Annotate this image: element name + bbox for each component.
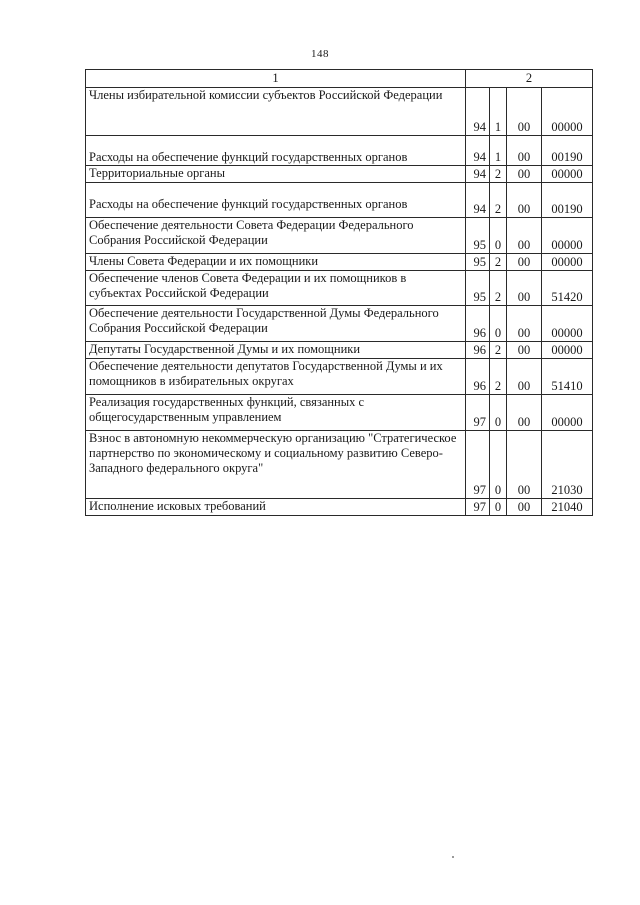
row-name: Обеспечение деятельности Государственной Думы Федерального Собрания Российской Федерации bbox=[86, 306, 466, 342]
header-column-1: 1 bbox=[86, 70, 466, 88]
row-code-main-activity: 00 bbox=[507, 342, 542, 359]
row-code-subprogram: 0 bbox=[490, 395, 507, 431]
row-code-subprogram: 0 bbox=[490, 218, 507, 254]
table-row bbox=[86, 342, 593, 359]
row-code-direction: 00000 bbox=[542, 254, 593, 271]
page-number: 148 bbox=[311, 48, 329, 60]
row-code-direction: 00190 bbox=[542, 183, 593, 218]
row-code-subprogram: 2 bbox=[490, 166, 507, 183]
row-code-csr-program: 97 bbox=[466, 395, 490, 431]
table-row bbox=[86, 431, 593, 499]
row-code-direction: 00000 bbox=[542, 342, 593, 359]
row-code-main-activity: 00 bbox=[507, 136, 542, 166]
row-code-csr-program: 97 bbox=[466, 499, 490, 516]
row-code-csr-program: 95 bbox=[466, 254, 490, 271]
row-code-main-activity: 00 bbox=[507, 271, 542, 306]
row-code-subprogram: 2 bbox=[490, 254, 507, 271]
table-row bbox=[86, 254, 593, 271]
row-code-main-activity: 00 bbox=[507, 499, 542, 516]
row-code-subprogram: 2 bbox=[490, 183, 507, 218]
table-row bbox=[86, 306, 593, 342]
row-name: Члены избирательной комиссии субъектов Российской Федерации bbox=[86, 88, 466, 136]
row-name: Взнос в автономную некоммерческую организацию "Стратегическое партнерство по экономическому и социальному развитию Северо-Западного федерального округа" bbox=[86, 431, 466, 499]
row-code-csr-program: 96 bbox=[466, 342, 490, 359]
row-code-csr-program: 95 bbox=[466, 218, 490, 254]
row-code-main-activity: 00 bbox=[507, 254, 542, 271]
row-name: Расходы на обеспечение функций государственных органов bbox=[86, 136, 466, 166]
row-code-direction: 21040 bbox=[542, 499, 593, 516]
row-name: Обеспечение деятельности депутатов Государственной Думы и их помощников в избирательных округах bbox=[86, 359, 466, 395]
table-header-row bbox=[86, 70, 593, 88]
table-row bbox=[86, 88, 593, 136]
row-code-main-activity: 00 bbox=[507, 183, 542, 218]
row-name: Члены Совета Федерации и их помощники bbox=[86, 254, 466, 271]
row-code-direction: 00000 bbox=[542, 218, 593, 254]
row-code-csr-program: 94 bbox=[466, 88, 490, 136]
row-code-csr-program: 94 bbox=[466, 166, 490, 183]
table-row bbox=[86, 136, 593, 166]
row-code-subprogram: 0 bbox=[490, 306, 507, 342]
row-code-main-activity: 00 bbox=[507, 218, 542, 254]
table-row bbox=[86, 218, 593, 254]
row-code-direction: 00000 bbox=[542, 88, 593, 136]
table-row bbox=[86, 359, 593, 395]
header-column-2: 2 bbox=[466, 70, 593, 88]
row-code-csr-program: 96 bbox=[466, 359, 490, 395]
row-code-direction: 51410 bbox=[542, 359, 593, 395]
row-name: Обеспечение деятельности Совета Федерации Федерального Собрания Российской Федерации bbox=[86, 218, 466, 254]
table-row bbox=[86, 183, 593, 218]
row-code-direction: 00000 bbox=[542, 395, 593, 431]
row-code-csr-program: 94 bbox=[466, 183, 490, 218]
row-code-csr-program: 95 bbox=[466, 271, 490, 306]
table-row bbox=[86, 499, 593, 516]
row-code-subprogram: 2 bbox=[490, 271, 507, 306]
row-code-csr-program: 97 bbox=[466, 431, 490, 499]
row-name: Депутаты Государственной Думы и их помощники bbox=[86, 342, 466, 359]
table-row bbox=[86, 271, 593, 306]
row-code-subprogram: 2 bbox=[490, 359, 507, 395]
row-code-direction: 51420 bbox=[542, 271, 593, 306]
row-code-subprogram: 0 bbox=[490, 499, 507, 516]
row-name: Исполнение исковых требований bbox=[86, 499, 466, 516]
row-name: Реализация государственных функций, связанных с общегосударственным управлением bbox=[86, 395, 466, 431]
scan-speck bbox=[452, 856, 454, 858]
row-name: Обеспечение членов Совета Федерации и их помощников в субъектах Российской Федерации bbox=[86, 271, 466, 306]
row-code-subprogram: 1 bbox=[490, 136, 507, 166]
row-code-main-activity: 00 bbox=[507, 166, 542, 183]
row-code-direction: 00000 bbox=[542, 166, 593, 183]
table-row bbox=[86, 395, 593, 431]
row-code-main-activity: 00 bbox=[507, 359, 542, 395]
row-code-subprogram: 2 bbox=[490, 342, 507, 359]
row-code-direction: 00000 bbox=[542, 306, 593, 342]
row-code-subprogram: 0 bbox=[490, 431, 507, 499]
row-code-main-activity: 00 bbox=[507, 88, 542, 136]
row-code-csr-program: 94 bbox=[466, 136, 490, 166]
row-code-subprogram: 1 bbox=[490, 88, 507, 136]
table-row bbox=[86, 166, 593, 183]
row-code-main-activity: 00 bbox=[507, 431, 542, 499]
row-code-direction: 00190 bbox=[542, 136, 593, 166]
row-code-main-activity: 00 bbox=[507, 306, 542, 342]
budget-classification-table bbox=[85, 69, 593, 516]
row-code-csr-program: 96 bbox=[466, 306, 490, 342]
row-code-direction: 21030 bbox=[542, 431, 593, 499]
row-code-main-activity: 00 bbox=[507, 395, 542, 431]
row-name: Территориальные органы bbox=[86, 166, 466, 183]
row-name: Расходы на обеспечение функций государственных органов bbox=[86, 183, 466, 218]
